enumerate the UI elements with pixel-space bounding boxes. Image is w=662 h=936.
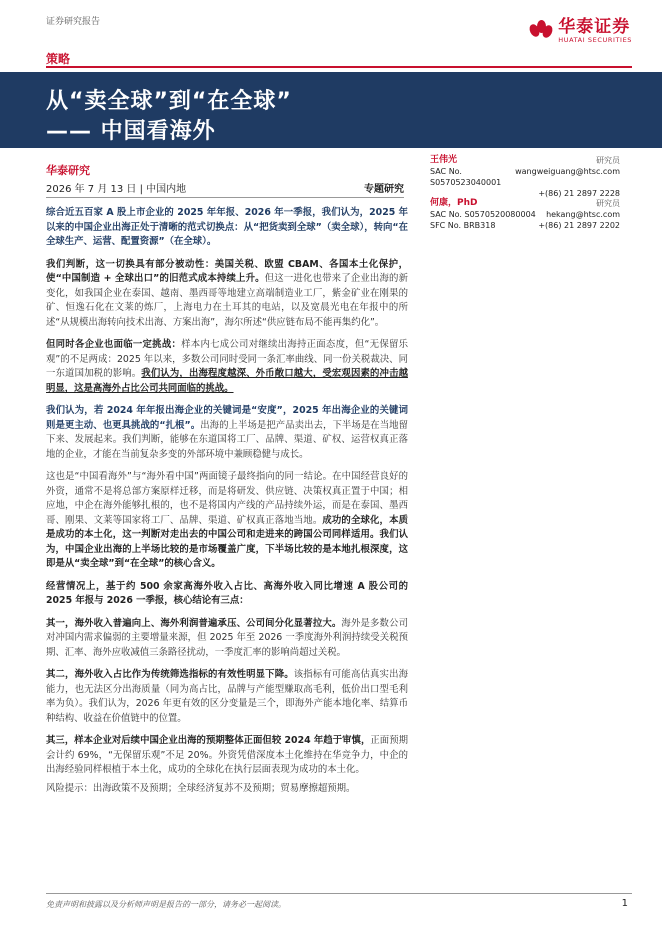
disclaimer-note: 免责声明和披露以及分析师声明是报告的一部分，请务必一起阅读。 (46, 900, 286, 909)
paragraph: 其二，海外收入占比作为传统筛选指标的有效性明显下降。该指标有可能高估真实出海能力，也无法区分出海质量（同为高占比，品牌与产能型赚取高毛利，低价出口型毛利率为负）。我们认为，2026 年更有效的区分变量是三个，即海外产能本地化率、结算币种结构、收益在价值链中的位置。 (46, 669, 408, 724)
analyst-sfc: SFC No. BRB318 (430, 221, 496, 230)
report-type-label: 证券研究报告 (46, 17, 101, 27)
paragraph: 这也是“中国看海外”与“海外看中国”两面镜子最终指向的同一结论。在中国经营良好的外资，通常不是将总部方案原样迁移，而是将研发、供应链、决策权真正置于中国；相应地，中企在海外能够扎根的，也不是将国内产线的产品持续外运，而是在泰国、墨西哥、刚果、文莱等国家将工厂、品牌、渠道、矿权真正落地当地。成功的全球化，本质是成功的本土化，这一判断对走出去的中国公司和走进来的跨国公司同样适用。我们认为，中国企业出海的上半场比较的是市场覆盖广度，下半场比较的是本地扎根深度，这即是从“卖全球”到“在全球”的核心含义。 (46, 471, 408, 569)
section-tag: 策略 (46, 52, 71, 66)
brand-logo (530, 18, 632, 44)
report-date: 2026 年 7 月 13 日 | 中国内地 (46, 184, 187, 195)
summary-paragraph: 综合近五百家 A 股上市企业的 2025 年年报、2026 年一季报，我们认为，2025 年以来的中国企业出海正处于清晰的范式切换点：从“把货卖到全球”（卖全球），转向“在全球生产、运营、配置资源”（在全球）。 (46, 207, 408, 247)
analyst-role: 研究员 (596, 199, 620, 208)
analyst-email[interactable]: wangweiguang@htsc.com (515, 167, 620, 176)
analyst-name: 王伟光 (430, 155, 458, 165)
logo-english-name: HUATAI SECURITIES (558, 36, 632, 44)
analyst-email[interactable]: hekang@htsc.com (546, 210, 620, 219)
analyst-card (430, 198, 620, 231)
analyst-role: 研究员 (596, 156, 620, 165)
analyst-card (430, 155, 620, 199)
paragraph: 我们认为，若 2024 年年报出海企业的关键词是“安度”，2025 年出海企业的关键词则是更主动、也更具挑战的“扎根”。出海的上半场是把产品卖出去，下半场是在当地留下来、发展起来。我们判断，能够在东道国将工厂、品牌、渠道、矿权、运营权真正落地的企业，才能在当前复杂多变的外部环境中兼顾稳健与成长。 (46, 405, 408, 460)
footer-divider (46, 893, 632, 894)
paragraph: 其一，海外收入普遍向上、海外利润普遍承压、公司间分化显著拉大。海外是多数公司对冲国内需求偏弱的主要增量来源，但 2025 年至 2026 一季度海外利润持续受关税预期、汇率、海外应收减值三条路径扰动，一季度汇率的影响尚超过关税。 (46, 617, 408, 658)
header-divider (46, 66, 632, 68)
paragraph: 我们判断，这一切换具有部分被动性：美国关税、欧盟 CBAM、各国本土化保护，使“中国制造 + 全球出口”的旧范式成本持续上升。但这一进化也带来了企业出海的新变化，如我国企业在泰国、越南、墨西哥等地建立高端制造业工厂，紫金矿业在刚果的矿、恒逸石化在文莱的炼厂，上海电力在土耳其的电站，以及宽晨光电在年报中的所述“从规模出海转向技术出海、方案出海”，海尔所述“供应链布局不能再集约化”。 (46, 258, 408, 328)
paragraph: 其三，样本企业对后续中国企业出海的预期整体正面但较 2024 年趋于审慎，正面预期会计约 69%，“无保留乐观”不足 20%。外资凭借深度本土化维持在华竞争力，中企的出海经验同样根植于本土化，成功的全球化在执行层面表现为成功的本土化。 (46, 735, 408, 775)
logo-chinese-name: 华泰证券 (558, 17, 631, 37)
report-subtitle: —— 中国看海外 (46, 119, 216, 144)
research-org: 华泰研究 (46, 164, 90, 177)
report-category: 专题研究 (364, 184, 404, 195)
analyst-sac: SAC No. S0570520080004 (430, 210, 536, 219)
risk-warning: 风险提示：出海政策不及预期；全球经济复苏不及预期；贸易摩擦超预期。 (46, 782, 356, 794)
paragraph: 经营情况上，基于约 500 余家高海外收入占比、高海外收入同比增速 A 股公司的 2025 年报与 2026 一季报，核心结论有三点： (46, 580, 408, 606)
paragraph: 但同时各企业也面临一定挑战：样本内七成公司对继续出海持正面态度，但“无保留乐观”的不足两成：2025 年以来，多数公司同时受同一条汇率曲线、同一份关税裁决、同一东道国加税的影响。我们认为，出海程度越深、外币敞口越大，受宏观因素的冲击越明显，这是高海外占比公司共同面临的挑战。 (46, 339, 408, 394)
logo-flame-icon (530, 20, 552, 42)
analyst-phone: +(86) 21 2897 2202 (538, 221, 620, 230)
meta-divider (46, 197, 404, 198)
analyst-sac: SAC No. S0570523040001 (430, 167, 502, 187)
analyst-phone: +(86) 21 2897 2228 (538, 189, 620, 198)
report-body (46, 206, 408, 804)
report-title: 从“卖全球”到“在全球” (46, 89, 292, 114)
analyst-name: 何康，PhD (430, 198, 478, 208)
page-number: 1 (621, 898, 628, 909)
